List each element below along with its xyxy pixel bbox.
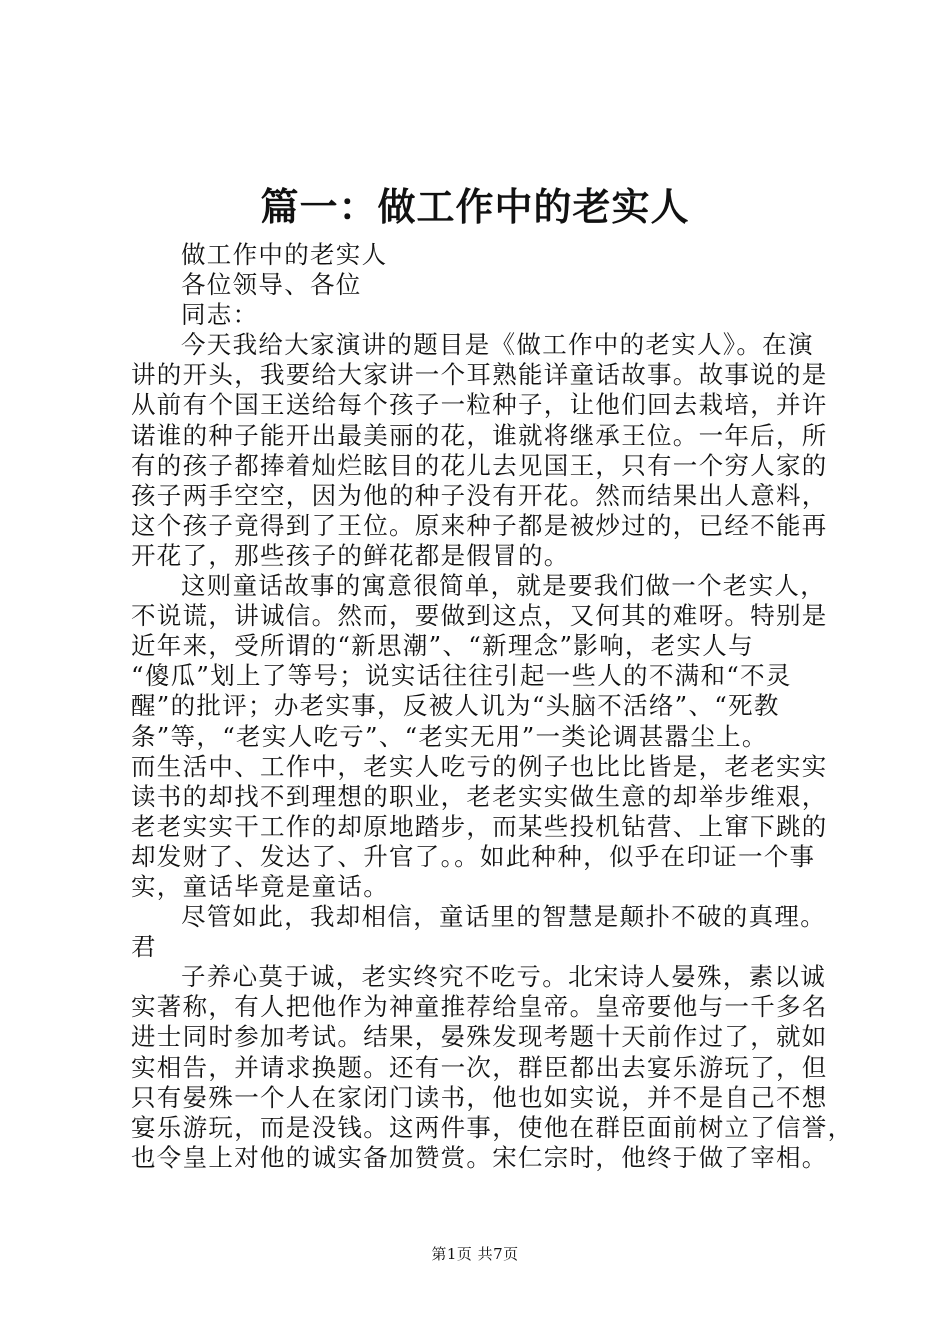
text-line: 实，童话毕竟是童话。: [131, 871, 389, 901]
page-title: 篇一：做工作中的老实人: [260, 184, 690, 229]
text-line: 却发财了、发达了、升官了。。如此种种，似乎在印证一个事: [131, 841, 816, 871]
page-footer: 第1页 共7页: [431, 1245, 519, 1263]
text-line: 读书的却找不到理想的职业，老老实实做生意的却举步维艰，: [131, 781, 828, 811]
text-line: 讲的开头，我要给大家讲一个耳熟能详童话故事。故事说的是: [131, 360, 828, 390]
text-line: 君: [131, 932, 157, 962]
text-line: 近年来，受所谓的“新思潮”、“新理念”影响，老实人与: [131, 631, 754, 661]
text-line: 有的孩子都捧着灿烂眩目的花儿去见国王，只有一个穷人家的: [131, 450, 828, 480]
text-line: 从前有个国王送给每个孩子一粒种子，让他们回去栽培，并许: [131, 390, 828, 420]
text-line: 老老实实干工作的却原地踏步，而某些投机钻营、上窜下跳的: [131, 811, 828, 841]
text-line: 各位领导、各位: [181, 270, 362, 300]
text-line: 也令皇上对他的诚实备加赞赏。宋仁宗时，他终于做了宰相。: [131, 1142, 828, 1172]
text-line: 而生活中、工作中，老实人吃亏的例子也比比皆是，老老实实: [131, 751, 828, 781]
text-line: “傻瓜”划上了等号；说实话往往引起一些人的不满和“不灵: [131, 661, 792, 691]
text-line: 同志：: [181, 300, 259, 330]
text-line: 实著称，有人把他作为神童推荐给皇帝。皇帝要他与一千多名: [131, 992, 828, 1022]
text-line: 孩子两手空空，因为他的种子没有开花。然而结果出人意料，: [131, 480, 828, 510]
text-line: 开花了，那些孩子的鲜花都是假冒的。: [131, 540, 570, 570]
text-line: 醒”的批评；办老实事，反被人讥为“头脑不活络”、“死教: [131, 691, 780, 721]
text-line: 只有晏殊一个人在家闭门读书，他也如实说，并不是自己不想: [131, 1082, 828, 1112]
document-body: [131, 240, 854, 1173]
text-line: 这则童话故事的寓意很简单，就是要我们做一个老实人，: [181, 571, 826, 601]
text-line: 实相告，并请求换题。还有一次，群臣都出去宴乐游玩了，但: [131, 1052, 828, 1082]
text-line: 这个孩子竟得到了王位。原来种子都是被炒过的，已经不能再: [131, 510, 828, 540]
text-line: 诺谁的种子能开出最美丽的花，谁就将继承王位。一年后，所: [131, 420, 828, 450]
text-line: 做工作中的老实人: [181, 240, 388, 269]
text-line: 宴乐游玩，而是没钱。这两件事，使他在群臣面前树立了信誉，: [131, 1112, 854, 1142]
text-line: 条”等，“老实人吃亏”、“老实无用”一类论调甚嚣尘上。: [131, 721, 768, 751]
text-line: 今天我给大家演讲的题目是《做工作中的老实人》。在演: [181, 330, 814, 360]
text-line: 进士同时参加考试。结果，晏殊发现考题十天前作过了，就如: [131, 1022, 828, 1052]
text-line: 子养心莫于诚，老实终究不吃亏。北宋诗人晏殊，素以诚: [181, 962, 826, 992]
text-line: 不说谎，讲诚信。然而，要做到这点，又何其的难呀。特别是: [131, 601, 828, 631]
text-line: 尽管如此，我却相信，童话里的智慧是颠扑不破的真理。: [181, 902, 826, 932]
